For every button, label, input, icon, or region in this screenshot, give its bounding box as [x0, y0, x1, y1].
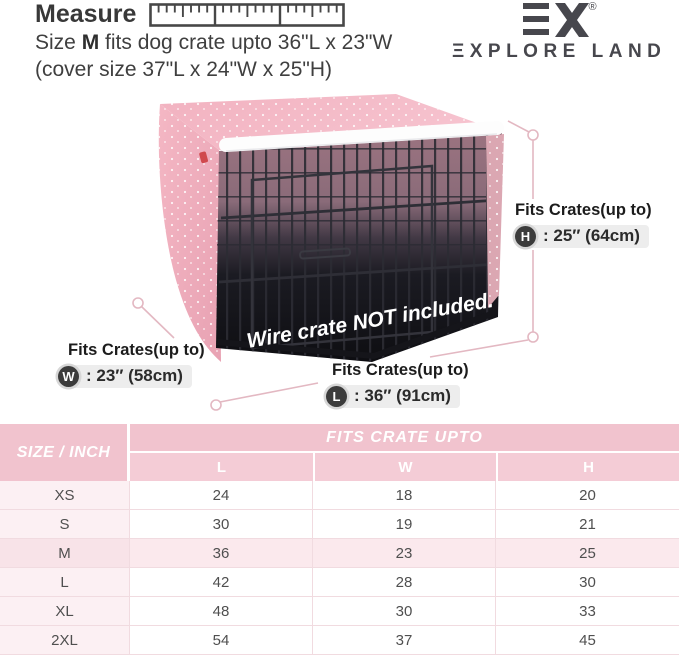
- width-annotation: [58, 341, 205, 388]
- cell-value: 20: [496, 481, 679, 510]
- cell-value: 54: [130, 626, 313, 655]
- cell-value: 45: [496, 626, 679, 655]
- cell-value: 37: [313, 626, 496, 655]
- row-size-label: XL: [0, 597, 130, 626]
- cell-value: 21: [496, 510, 679, 539]
- column-header-l: L: [130, 453, 313, 481]
- cell-value: 28: [313, 568, 496, 597]
- column-header-h: H: [496, 453, 679, 481]
- length-badge: L: [326, 386, 347, 407]
- length-value: : 36″ (91cm): [338, 385, 460, 408]
- height-annotation: [511, 199, 656, 250]
- size-text-prefix: Size: [35, 31, 82, 54]
- cell-value-highlighted: 36: [130, 539, 313, 568]
- cell-value-highlighted: 23: [313, 539, 496, 568]
- cover-side-flap: [486, 134, 504, 308]
- row-size-label-highlighted: M: [0, 539, 130, 568]
- measure-heading: Measure: [35, 0, 137, 28]
- height-label: Fits Crates(up to): [515, 201, 652, 219]
- height-badge: H: [515, 226, 536, 247]
- cell-value: 42: [130, 568, 313, 597]
- cell-value: 30: [496, 568, 679, 597]
- size-chart-table: [0, 424, 679, 655]
- leader-dot-bottom: [528, 332, 538, 342]
- width-label: Fits Crates(up to): [68, 341, 205, 359]
- height-value: : 25″ (64cm): [527, 225, 649, 248]
- cell-value: 18: [313, 481, 496, 510]
- brand-wordmark: ΞXPLORE LAND: [452, 41, 667, 62]
- registered-mark: ®: [588, 1, 597, 13]
- cell-value: 24: [130, 481, 313, 510]
- width-badge: W: [58, 366, 79, 387]
- cell-value: 30: [313, 597, 496, 626]
- table-group-header: FITS CRATE UPTO: [130, 424, 679, 453]
- column-header-w: W: [313, 453, 496, 481]
- size-text-size-code: M: [81, 31, 100, 54]
- row-size-label: XS: [0, 481, 130, 510]
- row-size-label: 2XL: [0, 626, 130, 655]
- brand-monogram-icon: [519, 0, 597, 40]
- cell-value-highlighted: 25: [496, 539, 679, 568]
- watermark-text: Wire crate NOT included.: [245, 289, 495, 353]
- size-description-line1: [35, 31, 392, 55]
- leader-dot-length: [211, 400, 221, 410]
- cell-value: 48: [130, 597, 313, 626]
- cell-value: 33: [496, 597, 679, 626]
- length-label: Fits Crates(up to): [332, 361, 469, 379]
- table-corner-header: SIZE / INCH: [0, 424, 130, 481]
- width-value: : 23″ (58cm): [70, 365, 192, 388]
- length-annotation: [326, 361, 469, 408]
- brand-logo: [452, 0, 667, 63]
- row-size-label: L: [0, 568, 130, 597]
- leader-dot-width: [133, 298, 143, 308]
- cell-value: 19: [313, 510, 496, 539]
- size-description-line2: (cover size 37"L x 24"W x 25"H): [35, 58, 333, 81]
- ruler-icon: [149, 3, 345, 27]
- size-text-rest: fits dog crate upto 36"L x 23"W: [99, 31, 393, 54]
- cell-value: 30: [130, 510, 313, 539]
- row-size-label: S: [0, 510, 130, 539]
- leader-dot-top: [528, 130, 538, 140]
